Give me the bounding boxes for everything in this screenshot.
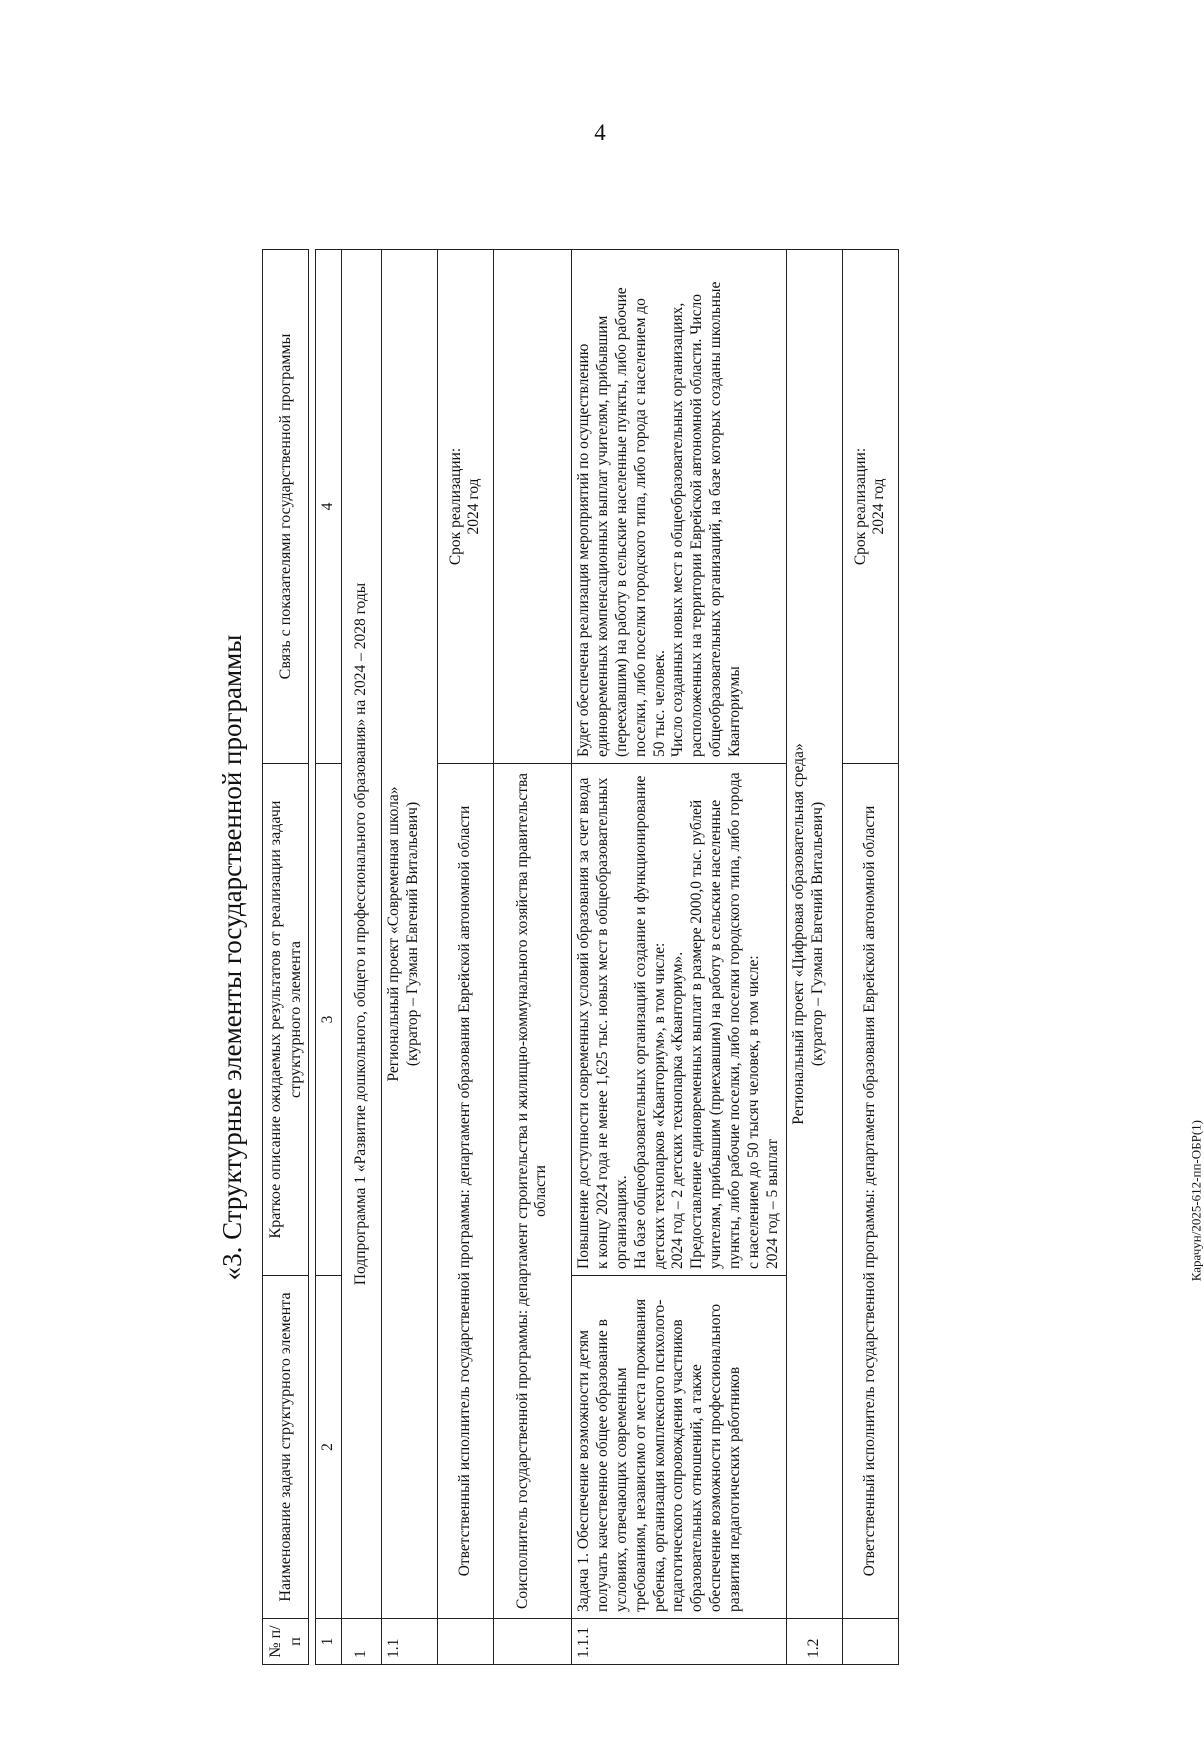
section-title: «3. Структурные элементы государственной программы [217, 634, 247, 1281]
column-number: 4 [316, 250, 342, 764]
project-1-num: 1.1 [381, 1619, 437, 1665]
project-1-row [381, 250, 437, 1665]
project-1-term-cell [437, 250, 493, 764]
structural-elements-table [262, 249, 899, 1665]
column-number: 1 [316, 1619, 342, 1665]
task-1-results: Повышение доступности современных условий образования за счет ввода к концу 2024 года не менее 1,625 тыс. новых мест в общеобразовательных организациях. На базе общеобразовательных организаций создание и функционирование детских технопарков «Кванториум», в том числе: 2024 год – 2 детских технопарка «Кванториум». Предоставление единовременных выплат в размере 2000,0 тыс. рублей учителям, прибывшим (приехавшим) на работу в сельские населенные пункты, либо рабочие поселки, либо поселки городского типа, либо города с населением до 50 тысяч человек, в том числе: 2024 год – 5 выплат [571, 764, 786, 1276]
project-1-responsible-row [437, 250, 493, 1665]
header-task-name: Наименование задачи структурного элемента [263, 1276, 309, 1619]
column-number-row [316, 250, 342, 1665]
project-1-title: Региональный проект «Современная школа» [384, 786, 402, 1082]
rotated-content [202, 250, 1007, 1665]
project-2-term-label: Срок реализации: [851, 447, 869, 566]
project-2-responsible-row [842, 250, 898, 1665]
project-1-coexecutor: Соисполнитель государственной программы: департамент строительства и жилищно-коммунального хозяйства правительства области [493, 764, 571, 1619]
task-1-name: Задача 1. Обеспечение возможности детям получать качественное общее образование в условиях, отвечающих современным требованиям, независимо от места проживания ребенка, организация комплексного психолого-педагогического сопровождения участников образовательных отношений, а также обеспечение возможности профессионального развития педагогических работников [571, 1276, 786, 1619]
subprogram-title: Подпрограмма 1 «Развитие дошкольного, общего и профессионального образования» на 2024 – 2028 годы [341, 250, 381, 1619]
header-indicators: Связь с показателями государственной программы [263, 250, 309, 764]
task-1-indicators: Будет обеспечена реализация мероприятий по осуществлению единовременных компенсационных выплат учителям, прибывшим (переехавшим) на работу в сельские населенные пункты, либо рабочие поселки, либо поселки городского типа, либо города с населением до 50 тыс. человек. Число созданных новых мест в общеобразовательных организациях, расположенных на территории Еврейской автономной области. Число общеобразовательных организаций, на базе которых созданы школьные Кванториумы [571, 250, 786, 764]
header-results: Краткое описание ожидаемых результатов от реализации задачи структурного элемента [263, 764, 309, 1276]
header-row [263, 250, 309, 1665]
project-1-curator: (куратор – Гузман Евгений Витальевич) [403, 801, 421, 1067]
subprogram-row [341, 250, 381, 1665]
task-1-num: 1.1.1 [571, 1619, 786, 1665]
project-1-coexecutor-row [493, 250, 571, 1665]
column-number: 3 [316, 764, 342, 1276]
project-1-term-value: 2024 год [465, 478, 483, 535]
project-2-responsible: Ответственный исполнитель государственной программы: департамент образования Еврейской автономной области [842, 764, 898, 1619]
project-1-responsible: Ответственный исполнитель государственной программы: департамент образования Еврейской автономной области [437, 764, 493, 1619]
project-2-term-value: 2024 год [870, 478, 888, 535]
task-1-row [571, 250, 786, 1665]
footer-document-code: Карачун/2025-612-пп-ОБР(1) [1188, 1120, 1203, 1282]
project-2-curator: (куратор – Гузман Евгений Витальевич) [808, 801, 826, 1067]
project-2-title-cell [786, 250, 842, 1619]
page-number: 4 [594, 120, 606, 145]
subprogram-num: 1 [341, 1619, 381, 1665]
project-1-term-label: Срок реализации: [446, 447, 464, 566]
column-number: 2 [316, 1276, 342, 1619]
project-2-term-cell [842, 250, 898, 764]
project-2-title: Региональный проект «Цифровая образовательная среда» [789, 743, 807, 1125]
header-num: № п/п [263, 1619, 309, 1665]
project-1-title-cell [381, 250, 437, 1619]
project-2-row [786, 250, 842, 1665]
project-2-num: 1.2 [786, 1619, 842, 1665]
